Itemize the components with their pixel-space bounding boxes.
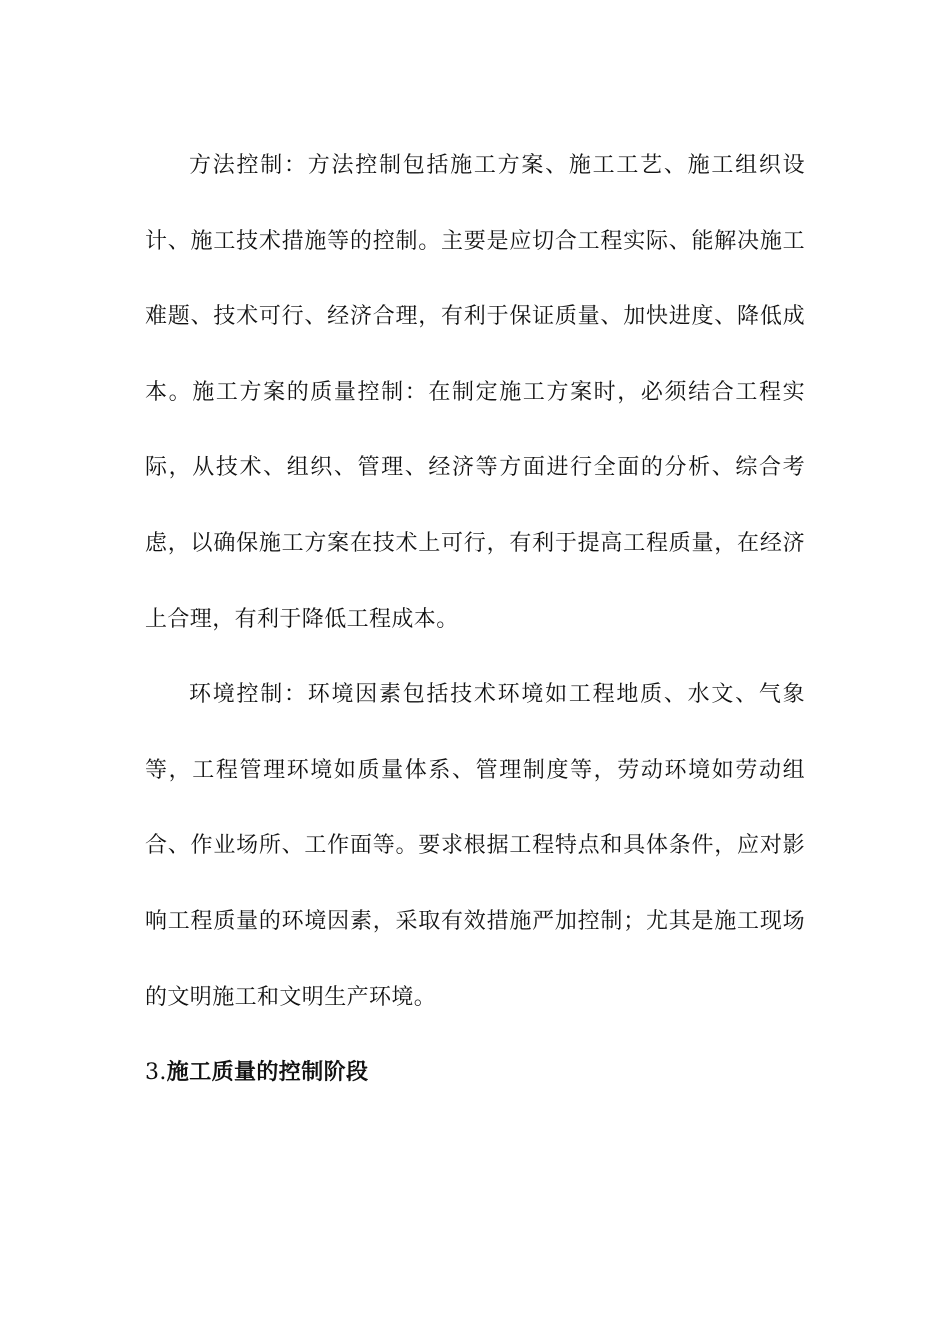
section-heading-number: 3. xyxy=(145,1060,167,1086)
section-heading xyxy=(145,1035,805,1111)
document-body xyxy=(145,128,805,1111)
paragraph-method-control: 方法控制：方法控制包括施工方案、施工工艺、施工组织设计、施工技术措施等的控制。主要是应切合工程实际、能解决施工难题、技术可行、经济合理，有利于保证质量、加快进度、降低成本。施工方案的质量控制：在制定施工方案时，必须结合工程实际，从技术、组织、管理、经济等方面进行全面的分析、综合考虑，以确保施工方案在技术上可行，有利于提高工程质量，在经济上合理，有利于降低工程成本。 xyxy=(145,153,805,632)
section-heading-title: 施工质量的控制阶段 xyxy=(166,1059,369,1086)
paragraph-environment-control: 环境控制：环境因素包括技术环境如工程地质、水文、气象等，工程管理环境如质量体系、管理制度等，劳动环境如劳动组合、作业场所、工作面等。要求根据工程特点和具体条件，应对影响工程质量的环境因素，采取有效措施严加控制；尤其是施工现场的文明施工和文明生产环境。 xyxy=(145,682,805,1010)
